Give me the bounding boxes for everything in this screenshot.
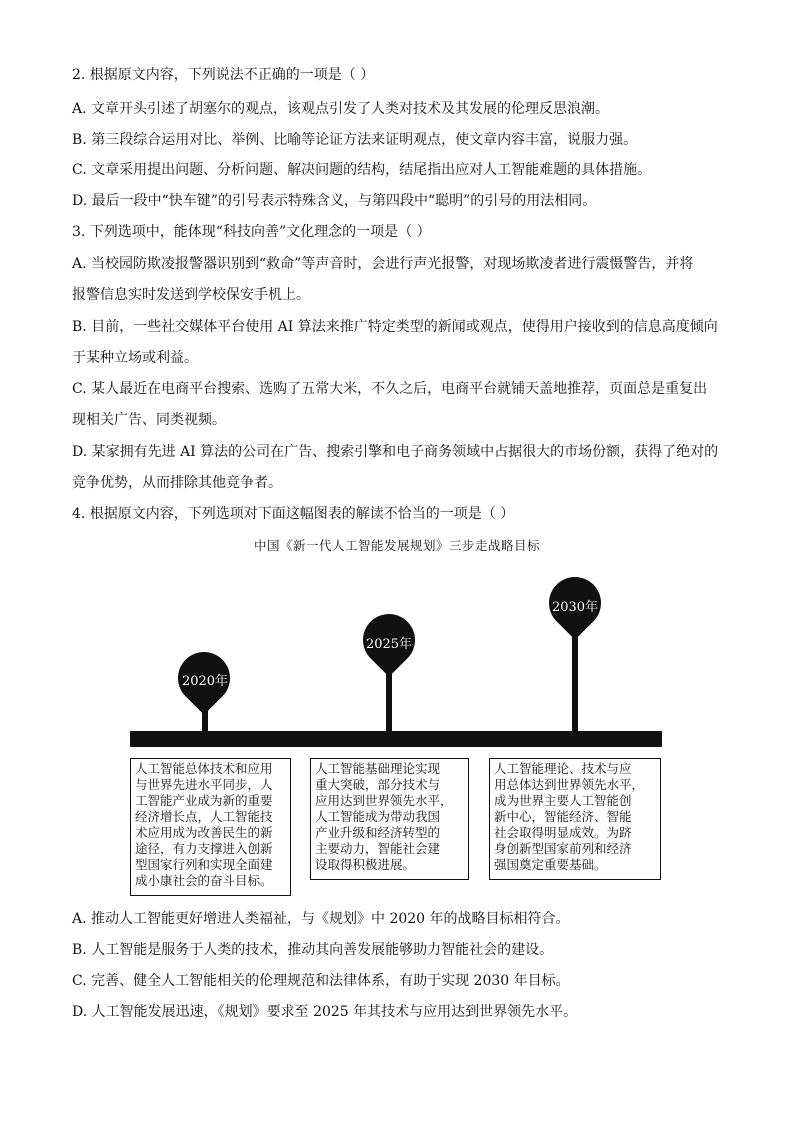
- box-2020-line: 术应用成为改善民生的新: [135, 825, 273, 840]
- question-3-option-d: D. 某家拥有先进 AI 算法的公司在广告、搜索引擎和电子商务领域中占据很大的市场份额，获得了绝对的: [72, 444, 719, 460]
- question-3-option-c-cont: 现相关广告、同类视频。: [72, 412, 226, 428]
- question-4-option-a: A. 推动人工智能更好增进人类福祉，与《规划》中 2020 年的战略目标相符合。: [72, 911, 570, 927]
- box-2030-line: 社会取得明显成效。为跻: [494, 825, 632, 840]
- box-2030-line: 人工智能理论、技术与应: [494, 761, 632, 776]
- box-2020-line: 成小康社会的奋斗目标。: [135, 873, 273, 888]
- box-2020-line: 型国家行列和实现全面建: [135, 857, 273, 872]
- question-3-option-b-cont: 于某种立场或利益。: [72, 350, 198, 366]
- box-2025-line: 应用达到世界领先水平，: [315, 793, 453, 808]
- question-2-option-b: B. 第三段综合运用对比、举例、比喻等论证方法来证明观点，使文章内容丰富，说服力强。: [72, 132, 638, 148]
- question-3-stem: 3. 下列选项中，能体现“科技向善”文化理念的一项是（ ）: [72, 224, 431, 240]
- milestone-text-box-2030: [489, 758, 661, 880]
- milestone-year-2020: 2020年: [181, 674, 229, 689]
- question-3-option-c: C. 某人最近在电商平台搜索、选购了五常大米，不久之后，电商平台就铺天盖地推荐，页面总是重复出: [72, 381, 708, 397]
- question-2-option-a: A. 文章开头引述了胡塞尔的观点，该观点引发了人类对技术及其发展的伦理反思浪潮。: [72, 101, 610, 117]
- box-2030-line: 强国奠定重要基础。: [494, 857, 607, 872]
- question-2-option-c: C. 文章采用提出问题、分析问题、解决问题的结构，结尾指出应对人工智能难题的具体措施。: [72, 162, 652, 178]
- box-2025-line: 人工智能基础理论实现: [315, 761, 441, 776]
- question-3-option-b: B. 目前，一些社交媒体平台使用 AI 算法来推广特定类型的新闻或观点，使得用户接收到的信息高度倾向: [72, 319, 718, 335]
- box-2030-line: 新中心，智能经济、智能: [494, 809, 632, 824]
- box-2020-line: 人工智能总体技术和应用: [135, 761, 273, 776]
- question-2-option-d: D. 最后一段中“快车键”的引号表示特殊含义，与第四段中“聪明”的引号的用法相同。: [72, 193, 597, 209]
- box-2025-line: 主要动力，智能社会建: [315, 841, 441, 856]
- figure-title: 中国《新一代人工智能发展规划》三步走战略目标: [253, 538, 540, 553]
- question-3-option-d-cont: 竞争优势，从而排除其他竞争者。: [72, 475, 282, 491]
- box-2030-line: 成为世界主要人工智能创: [494, 793, 632, 808]
- question-4-stem: 4. 根据原文内容，下列选项对下面这幅图表的解读不恰当的一项是（ ）: [72, 506, 515, 522]
- box-2030-line: 用总体达到世界领先水平，: [494, 777, 645, 792]
- question-4-option-b: B. 人工智能是服务于人类的技术，推动其向善发展能够助力智能社会的建设。: [72, 942, 554, 958]
- box-2025-line: 人工智能成为带动我国: [315, 809, 441, 824]
- box-2030-line: 身创新型国家前列和经济: [494, 841, 632, 856]
- question-3-option-a-cont: 报警信息实时发送到学校保安手机上。: [72, 287, 310, 303]
- box-2020-line: 与世界先进水平同步，人: [135, 777, 273, 792]
- question-4-option-d: D. 人工智能发展迅速，《规划》要求至 2025 年其技术与应用达到世界领先水平。: [72, 1004, 578, 1020]
- milestone-year-2025: 2025年: [365, 637, 413, 652]
- box-2020-line: 经济增长点，人工智能技: [135, 809, 273, 824]
- milestone-year-2030: 2030年: [551, 600, 599, 615]
- box-2025-line: 产业升级和经济转型的: [315, 825, 441, 840]
- question-2-stem: 2. 根据原文内容，下列说法不正确的一项是（ ）: [72, 67, 375, 83]
- milestone-text-box-2020: [130, 758, 291, 896]
- box-2025-line: 设取得积极进展。: [315, 857, 416, 872]
- question-4-option-c: C. 完善、健全人工智能相关的伦理规范和法律体系，有助于实现 2030 年目标。: [72, 973, 570, 989]
- box-2025-line: 重大突破，部分技术与: [315, 777, 441, 792]
- timeline-bar: [130, 731, 662, 747]
- box-2020-line: 途径，有力支撑进入创新: [135, 841, 273, 856]
- box-2020-line: 工智能产业成为新的重要: [135, 793, 273, 808]
- milestone-text-box-2025: [310, 758, 469, 880]
- question-3-option-a: A. 当校园防欺凌报警器识别到“救命”等声音时，会进行声光报警，对现场欺凌者进行震慑警告，并将: [72, 256, 694, 272]
